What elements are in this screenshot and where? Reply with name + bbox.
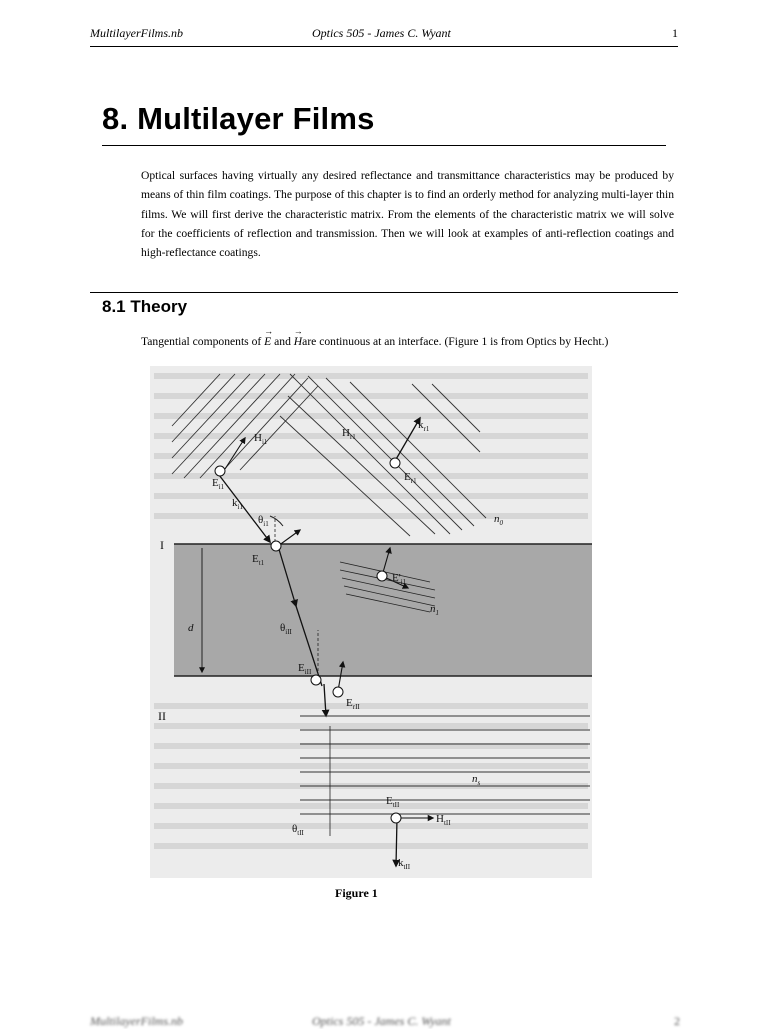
title-rule — [102, 145, 666, 146]
label-et1: $E_{t1}$ — [252, 553, 265, 567]
next-page-number: 2 — [674, 1014, 680, 1028]
label-ns: $n_s$ — [472, 773, 481, 787]
label-theta-i1: $\theta_{i1}$ — [258, 514, 269, 528]
next-page-filename: MultilayerFilms.nb — [90, 1014, 183, 1028]
label-er1: $E_{r1}$ — [404, 471, 417, 485]
label-erII: $E_{rII}$ — [346, 697, 360, 711]
label-eiII: $E_{iII}$ — [298, 662, 312, 676]
label-boundary-ii: II — [158, 709, 166, 723]
section-title: 8.1 Theory — [102, 297, 188, 316]
section-rule — [90, 292, 678, 293]
label-htII: $H_{tII}$ — [436, 813, 451, 827]
label-ki1: $k_{i1}$ — [232, 497, 243, 511]
header-rule — [90, 46, 678, 47]
label-etII: $E_{tII}$ — [386, 795, 400, 809]
next-page-header — [90, 1014, 680, 1029]
intro-paragraph: Optical surfaces having virtually any desired reflectance and transmittance characteristics may be produced by means of thin film coatings. The purpose of this chapter is to find an orderly method for analyzing multi-layer thin films. We will first derive the characteristic matrix. From the elements of the characteristic matrix we will solve for the coefficients of reflection and transmission. Then we will look at examples of anti-reflection coatings and high-reflectance coatings. — [141, 169, 674, 260]
label-ktII: $k_{tII}$ — [398, 857, 411, 871]
tangential-statement — [141, 335, 701, 348]
chapter-title: 8. Multilayer Films — [102, 101, 375, 136]
multilayer-figure — [150, 366, 592, 878]
label-theta-iII: $\theta_{iII}$ — [280, 622, 292, 636]
film-layer — [174, 544, 592, 676]
vector-e: → E — [264, 335, 271, 348]
label-hi1: $H_{i1}$ — [254, 432, 268, 446]
label-hr1: $H_{r1}$ — [342, 427, 356, 441]
tangential-and: and — [271, 335, 294, 348]
label-eprime-i1: $E'_{i1}$ — [392, 572, 407, 586]
tangential-prefix: Tangential components of — [141, 335, 265, 348]
label-n1: $n_1$ — [430, 603, 439, 617]
next-page-course: Optics 505 - James C. Wyant — [312, 1014, 451, 1028]
header-filename: MultilayerFilms.nb — [90, 26, 183, 40]
figure-caption: Figure 1 — [335, 886, 378, 900]
label-kr1: $k_{r1}$ — [418, 419, 430, 433]
label-ei1: $E_{i1}$ — [212, 477, 225, 491]
label-d: d — [188, 622, 194, 634]
label-boundary-i: I — [160, 538, 164, 552]
label-theta-tII: $\theta_{tII}$ — [292, 823, 304, 837]
header-course: Optics 505 - James C. Wyant — [312, 26, 451, 40]
header-page-number: 1 — [672, 26, 678, 40]
vector-h: → H — [294, 335, 302, 348]
tangential-suffix: are continuous at an interface. (Figure 1 is from Optics by Hecht.) — [302, 335, 609, 348]
label-n0: $n_0$ — [494, 513, 503, 527]
